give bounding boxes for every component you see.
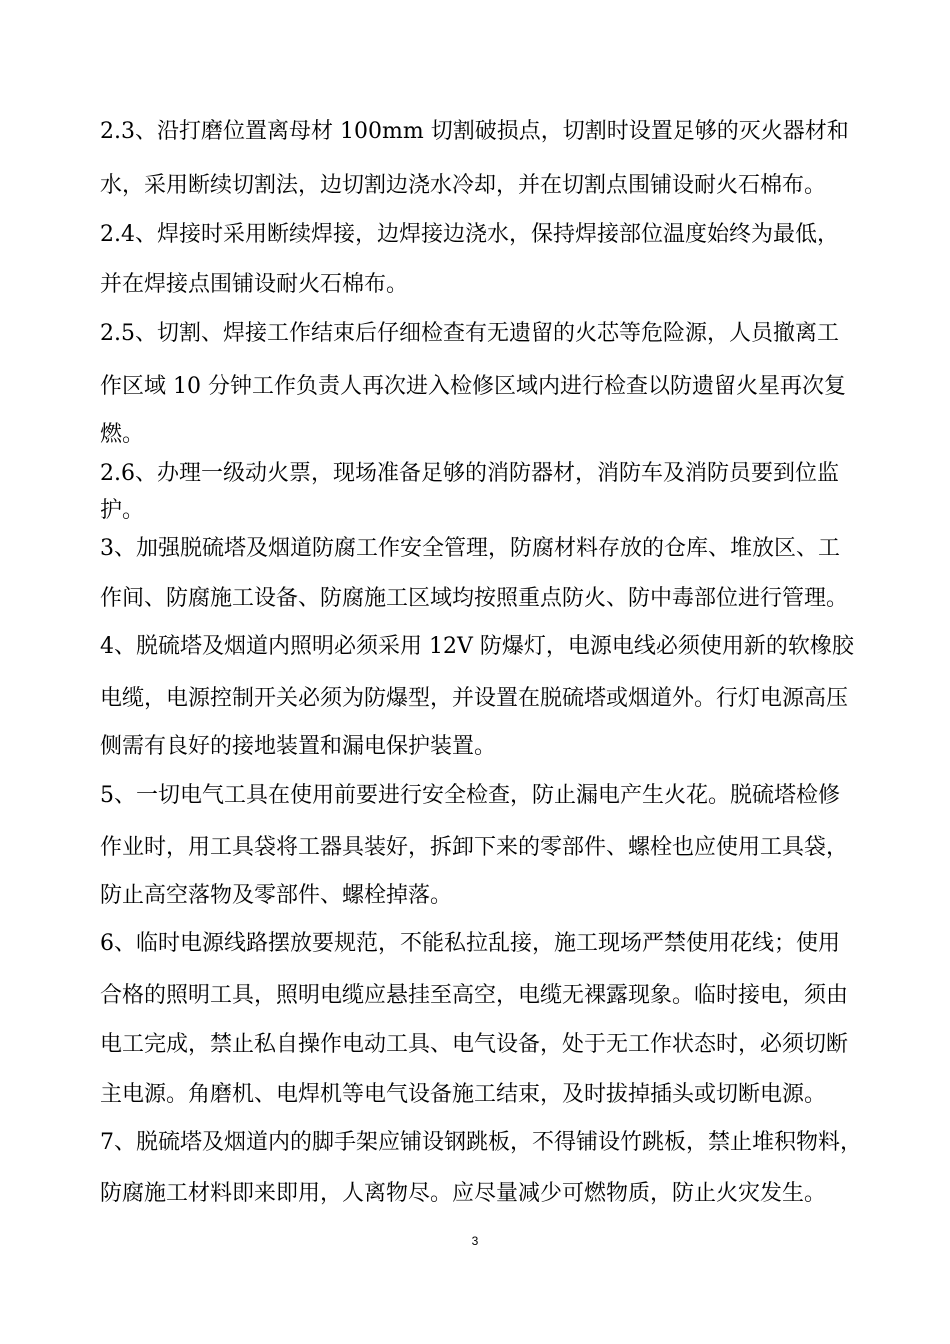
paragraph-5-line-3: 防止高空落物及零部件、螺栓掉落。 xyxy=(100,883,453,908)
paragraph-2-5-line-3: 燃。 xyxy=(100,422,145,447)
paragraph-2-4-line-1: 2.4、焊接时采用断续焊接，边焊接边浇水，保持焊接部位温度始终为最低， xyxy=(100,222,839,247)
paragraph-7-line-2: 防腐施工材料即来即用，人离物尽。应尽量减少可燃物质，防止火灾发生。 xyxy=(100,1181,827,1206)
paragraph-6-line-4: 主电源。角磨机、电焊机等电气设备施工结束，及时拔掉插头或切断电源。 xyxy=(100,1082,827,1107)
paragraph-3-line-1: 3、加强脱硫塔及烟道防腐工作安全管理，防腐材料存放的仓库、堆放区、工 xyxy=(100,536,840,561)
page-number: 3 xyxy=(471,1234,479,1248)
paragraph-4-line-2: 电缆，电源控制开关必须为防爆型，并设置在脱硫塔或烟道外。行灯电源高压 xyxy=(100,686,849,711)
paragraph-4-line-3: 侧需有良好的接地装置和漏电保护装置。 xyxy=(100,734,497,759)
paragraph-6-line-3: 电工完成，禁止私自操作电动工具、电气设备，处于无工作状态时，必须切断 xyxy=(100,1032,849,1057)
paragraph-2-6-line-1: 2.6、办理一级动火票，现场准备足够的消防器材，消防车及消防员要到位监 xyxy=(100,461,839,486)
paragraph-3-line-2: 作间、防腐施工设备、防腐施工区域均按照重点防火、防中毒部位进行管理。 xyxy=(100,586,849,611)
paragraph-6-line-1: 6、临时电源线路摆放要规范，不能私拉乱接，施工现场严禁使用花线；使用 xyxy=(100,931,840,956)
paragraph-2-6-line-2: 护。 xyxy=(100,498,145,523)
paragraph-7-line-1: 7、脱硫塔及烟道内的脚手架应铺设钢跳板，不得铺设竹跳板，禁止堆积物料， xyxy=(100,1130,862,1155)
paragraph-2-5-line-1: 2.5、切割、焊接工作结束后仔细检查有无遗留的火芯等危险源，人员撤离工 xyxy=(100,321,839,346)
paragraph-2-3-line-2: 水，采用断续切割法，边切割边浇水冷却，并在切割点围铺设耐火石棉布。 xyxy=(100,173,827,198)
paragraph-5-line-2: 作业时，用工具袋将工器具装好，拆卸下来的零部件、螺栓也应使用工具袋， xyxy=(100,835,849,860)
paragraph-5-line-1: 5、一切电气工具在使用前要进行安全检查，防止漏电产生火花。脱硫塔检修 xyxy=(100,783,840,808)
paragraph-2-3-line-1: 2.3、沿打磨位置离母材 100mm 切割破损点，切割时设置足够的灭火器材和 xyxy=(100,119,849,144)
paragraph-2-4-line-2: 并在焊接点围铺设耐火石棉布。 xyxy=(100,272,409,297)
paragraph-2-5-line-2: 作区域 10 分钟工作负责人再次进入检修区域内进行检查以防遗留火星再次复 xyxy=(100,374,846,399)
paragraph-4-line-1: 4、脱硫塔及烟道内照明必须采用 12V 防爆灯，电源电线必须使用新的软橡胶 xyxy=(100,634,854,659)
paragraph-6-line-2: 合格的照明工具，照明电缆应悬挂至高空，电缆无裸露现象。临时接电，须由 xyxy=(100,983,849,1008)
